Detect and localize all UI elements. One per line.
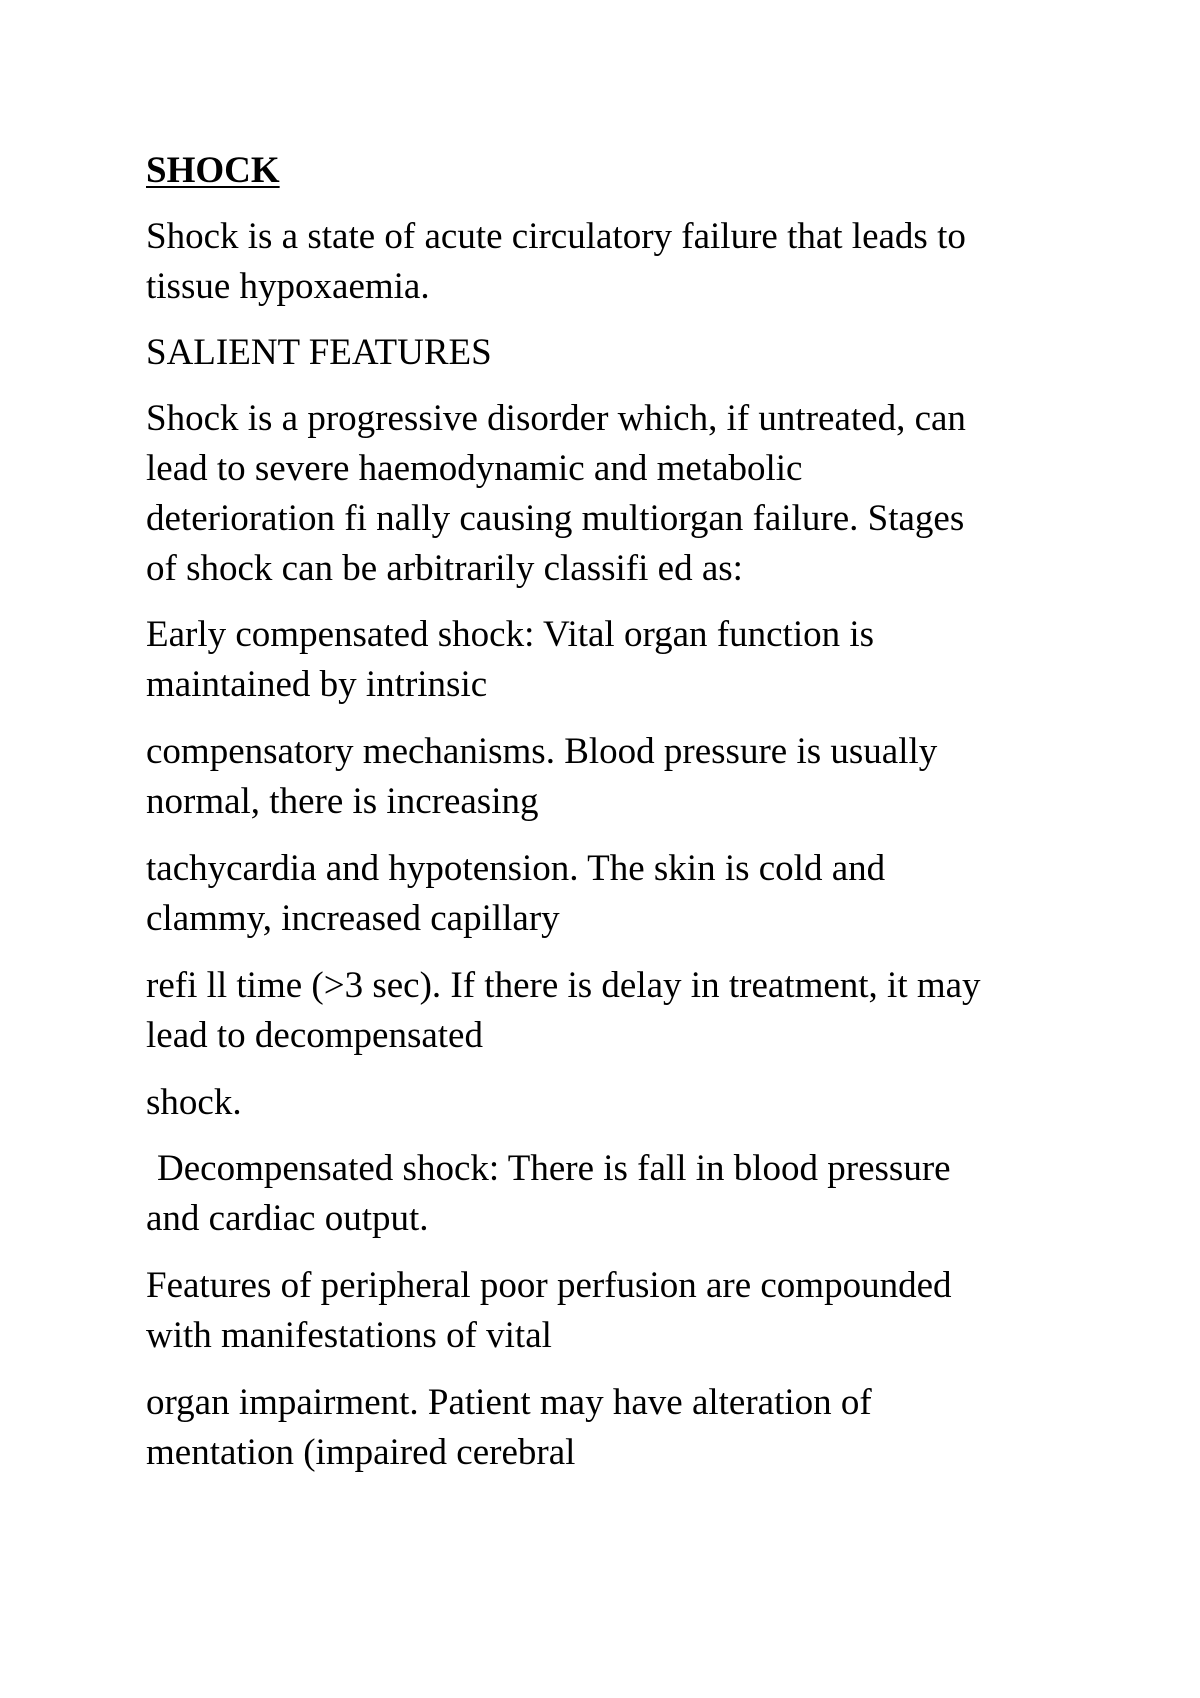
page-title-block xyxy=(146,146,1106,196)
paragraph-line: lead to severe haemodynamic and metabolic xyxy=(146,448,803,489)
paragraph-line: tachycardia and hypotension. The skin is cold and xyxy=(146,848,886,889)
paragraph-organ-impairment xyxy=(146,1378,1106,1478)
paragraph-tachycardia xyxy=(146,844,1106,944)
paragraph-line: with manifestations of vital xyxy=(146,1315,552,1356)
paragraph-early-compensated xyxy=(146,610,1106,710)
paragraph-line: Decompensated shock: There is fall in blood pressure xyxy=(157,1148,951,1189)
paragraph-decompensated xyxy=(146,1144,1106,1244)
paragraph-line: and cardiac output. xyxy=(146,1198,429,1239)
page-title: SHOCK xyxy=(146,150,280,191)
paragraph-line: Early compensated shock: Vital organ function is xyxy=(146,614,875,655)
paragraph-line: Shock is a progressive disorder which, if untreated, can xyxy=(146,398,966,439)
paragraph-line: tissue hypoxaemia. xyxy=(146,266,430,307)
paragraph-line: organ impairment. Patient may have alteration of xyxy=(146,1382,872,1423)
section-heading-salient-features: SALIENT FEATURES xyxy=(146,332,492,373)
paragraph-line: deterioration fi nally causing multiorgan failure. Stages xyxy=(146,498,965,539)
paragraph-peripheral-perfusion xyxy=(146,1261,1106,1361)
paragraph-line: refi ll time (>3 sec). If there is delay in treatment, it may xyxy=(146,965,981,1006)
paragraph-line: normal, there is increasing xyxy=(146,781,539,822)
paragraph-line: mentation (impaired cerebral xyxy=(146,1432,576,1473)
paragraph-line: shock. xyxy=(146,1082,242,1123)
paragraph-line: Shock is a state of acute circulatory failure that leads to xyxy=(146,216,966,257)
paragraph-line: lead to decompensated xyxy=(146,1015,483,1056)
paragraph-line: compensatory mechanisms. Blood pressure is usually xyxy=(146,731,938,772)
paragraph-definition xyxy=(146,212,1106,312)
paragraph-line: clammy, increased capillary xyxy=(146,898,560,939)
section-heading xyxy=(146,328,1106,378)
paragraph-refill-time xyxy=(146,961,1106,1061)
paragraph-line: of shock can be arbitrarily classifi ed as: xyxy=(146,548,743,589)
paragraph-shock xyxy=(146,1078,1106,1128)
paragraph-line: maintained by intrinsic xyxy=(146,664,488,705)
paragraph-progressive-disorder xyxy=(146,394,1106,594)
paragraph-compensatory-mechanisms xyxy=(146,727,1106,827)
paragraph-line: Features of peripheral poor perfusion are compounded xyxy=(146,1265,952,1306)
